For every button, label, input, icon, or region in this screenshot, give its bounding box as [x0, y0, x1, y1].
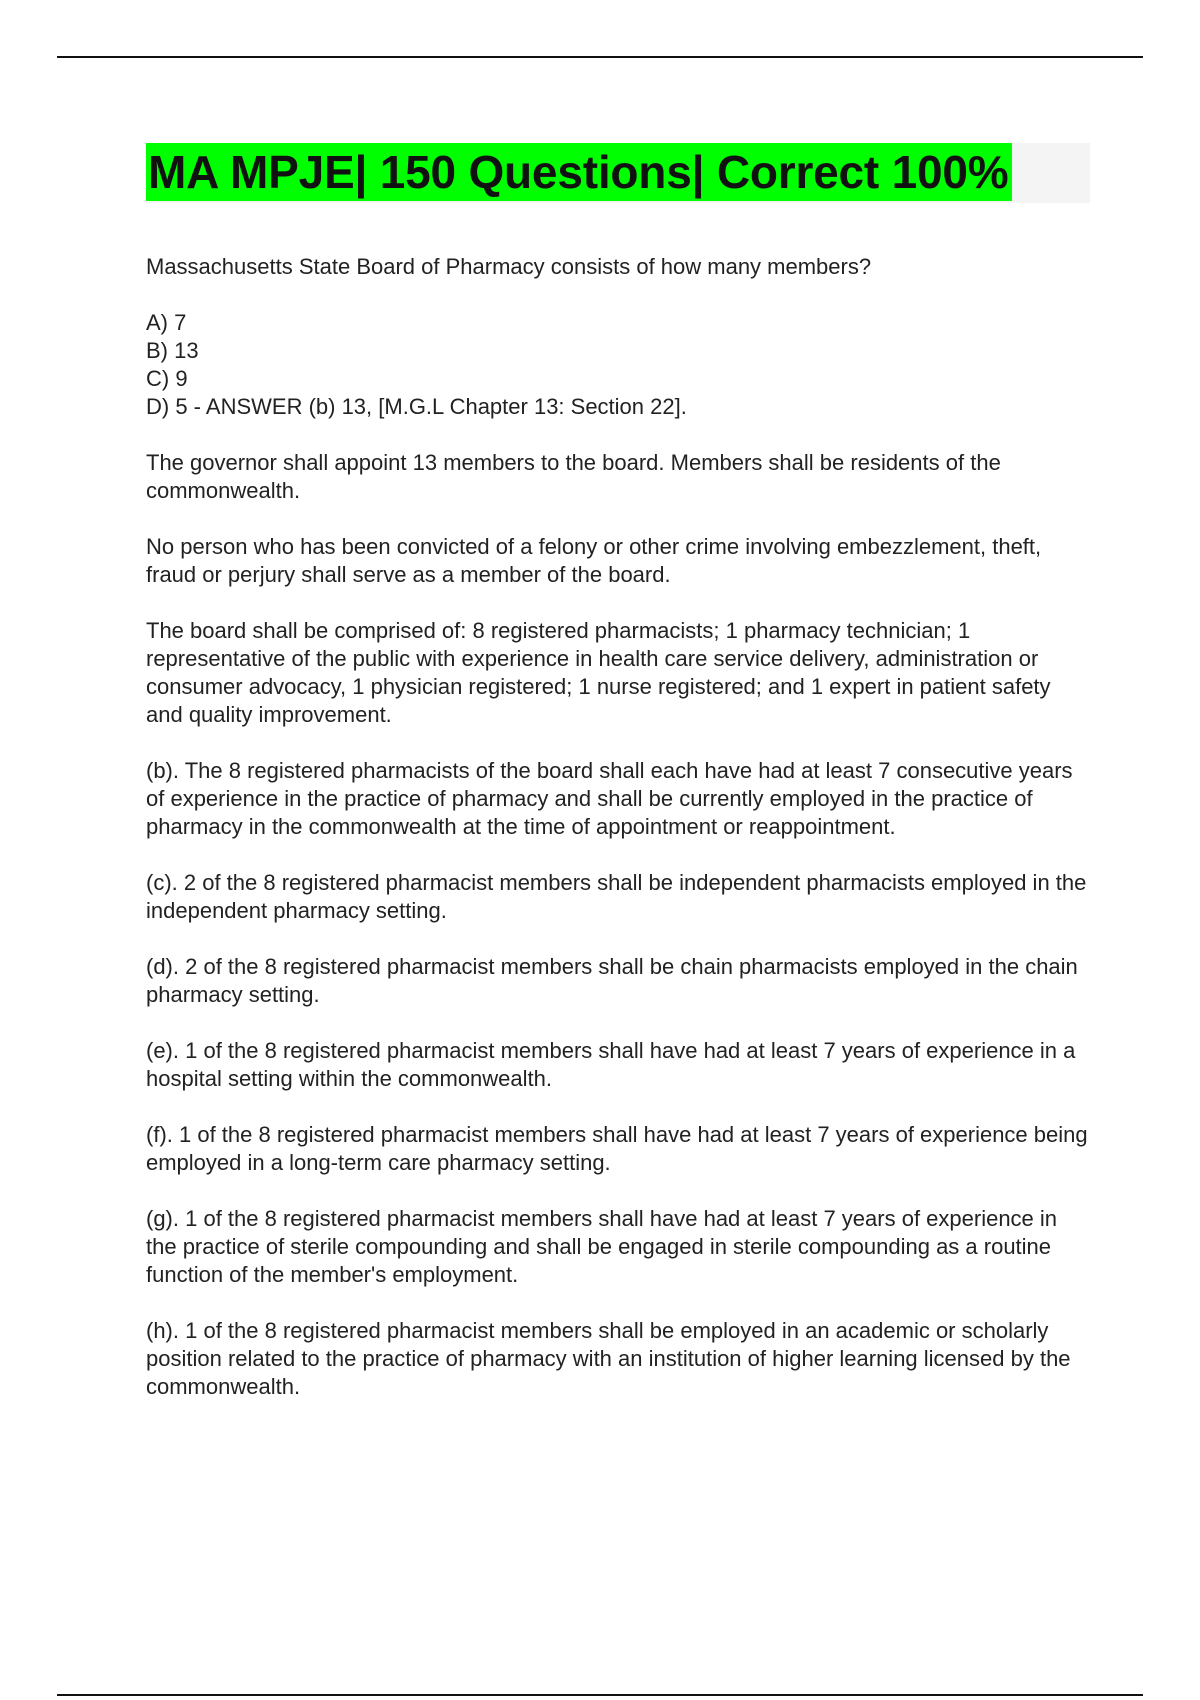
paragraph-h: (h). 1 of the 8 registered pharmacist members shall be employed in an academic or scholarly position related to the practice of pharmacy with an institution of higher learning licensed by the commonwealth.	[146, 1318, 1071, 1399]
footer-rule	[57, 1694, 1143, 1696]
paragraph-composition: The board shall be comprised of: 8 registered pharmacists; 1 pharmacy technician; 1 representative of the public with experience in health care service delivery, administration or consumer advocacy, 1 physician registered; 1 nurse registered; and 1 expert in patient safety and quality improvement.	[146, 618, 1051, 727]
paragraph-e: (e). 1 of the 8 registered pharmacist members shall have had at least 7 years of experience in a hospital setting within the commonwealth.	[146, 1038, 1076, 1091]
question-text: Massachusetts State Board of Pharmacy consists of how many members?	[146, 254, 872, 279]
option-c: C) 9	[146, 366, 188, 391]
paragraph-f: (f). 1 of the 8 registered pharmacist members shall have had at least 7 years of experience being employed in a long-term care pharmacy setting.	[146, 1122, 1088, 1175]
document-title: MA MPJE| 150 Questions| Correct 100%	[146, 143, 1012, 201]
paragraph-appointment: The governor shall appoint 13 members to the board. Members shall be residents of the commonwealth.	[146, 450, 1001, 503]
paragraph-g: (g). 1 of the 8 registered pharmacist members shall have had at least 7 years of experience in the practice of sterile compounding and shall be engaged in sterile compounding as a routine function of the member's employment.	[146, 1206, 1058, 1287]
option-a: A) 7	[146, 310, 187, 335]
answer-options	[146, 309, 1090, 421]
option-b: B) 13	[146, 338, 199, 363]
title-band	[146, 143, 1090, 203]
option-d-answer: D) 5 - ANSWER (b) 13, [M.G.L Chapter 13: Section 22].	[146, 394, 687, 419]
paragraph-eligibility: No person who has been convicted of a felony or other crime involving embezzlement, theft, fraud or perjury shall serve as a member of the board.	[146, 534, 1042, 587]
document-body	[146, 143, 1090, 1429]
paragraph-d: (d). 2 of the 8 registered pharmacist members shall be chain pharmacists employed in the chain pharmacy setting.	[146, 954, 1078, 1007]
paragraph-c: (c). 2 of the 8 registered pharmacist members shall be independent pharmacists employed in the independent pharmacy setting.	[146, 870, 1087, 923]
header-rule	[57, 56, 1143, 58]
paragraph-b: (b). The 8 registered pharmacists of the board shall each have had at least 7 consecutive years of experience in the practice of pharmacy and shall be currently employed in the practice of pharmacy in the commonwealth at the time of appointment or reappointment.	[146, 758, 1073, 839]
